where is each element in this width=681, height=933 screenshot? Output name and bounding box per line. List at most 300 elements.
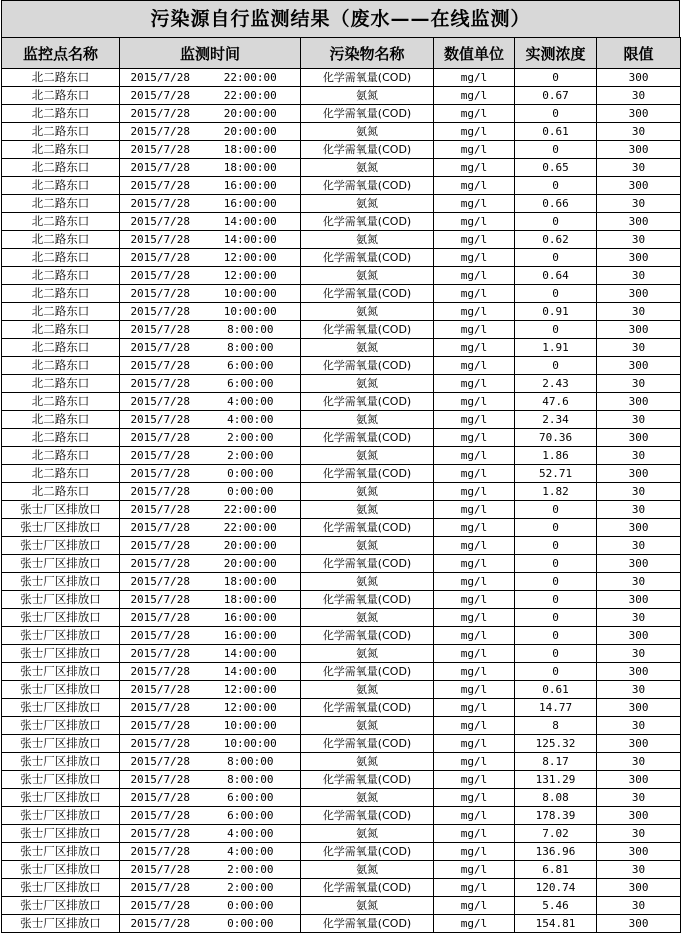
cell-concentration: 0.61	[515, 681, 597, 699]
cell-limit: 30	[597, 861, 681, 879]
cell-concentration: 1.86	[515, 447, 597, 465]
cell-unit: mg/l	[434, 573, 515, 591]
cell-pollutant: 氨氮	[301, 753, 434, 771]
cell-site: 北二路东口	[2, 447, 120, 465]
cell-unit: mg/l	[434, 699, 515, 717]
cell-pollutant: 化学需氧量(COD)	[301, 591, 434, 609]
table-row	[2, 429, 681, 447]
cell-time: 22:00:00	[201, 519, 301, 537]
cell-pollutant: 化学需氧量(COD)	[301, 771, 434, 789]
cell-date: 2015/7/28	[120, 807, 201, 825]
cell-time: 20:00:00	[201, 105, 301, 123]
cell-pollutant: 氨氮	[301, 267, 434, 285]
cell-date: 2015/7/28	[120, 627, 201, 645]
cell-limit: 30	[597, 195, 681, 213]
cell-time: 18:00:00	[201, 159, 301, 177]
cell-time: 4:00:00	[201, 393, 301, 411]
cell-site: 北二路东口	[2, 429, 120, 447]
cell-time: 4:00:00	[201, 843, 301, 861]
cell-unit: mg/l	[434, 555, 515, 573]
table-row	[2, 105, 681, 123]
cell-time: 0:00:00	[201, 483, 301, 501]
cell-site: 北二路东口	[2, 159, 120, 177]
cell-site: 张士厂区排放口	[2, 537, 120, 555]
cell-pollutant: 氨氮	[301, 339, 434, 357]
table-row	[2, 141, 681, 159]
cell-limit: 30	[597, 897, 681, 915]
cell-unit: mg/l	[434, 429, 515, 447]
cell-concentration: 0.64	[515, 267, 597, 285]
table-row	[2, 195, 681, 213]
cell-site: 北二路东口	[2, 267, 120, 285]
cell-date: 2015/7/28	[120, 321, 201, 339]
table-row	[2, 681, 681, 699]
cell-time: 2:00:00	[201, 861, 301, 879]
cell-limit: 30	[597, 681, 681, 699]
cell-limit: 300	[597, 357, 681, 375]
cell-concentration: 0.62	[515, 231, 597, 249]
cell-pollutant: 化学需氧量(COD)	[301, 69, 434, 87]
cell-time: 16:00:00	[201, 627, 301, 645]
cell-concentration: 131.29	[515, 771, 597, 789]
cell-date: 2015/7/28	[120, 429, 201, 447]
cell-site: 北二路东口	[2, 105, 120, 123]
cell-concentration: 0	[515, 357, 597, 375]
cell-limit: 30	[597, 87, 681, 105]
cell-date: 2015/7/28	[120, 915, 201, 933]
cell-concentration: 0	[515, 501, 597, 519]
cell-site: 张士厂区排放口	[2, 789, 120, 807]
cell-limit: 300	[597, 465, 681, 483]
cell-site: 北二路东口	[2, 177, 120, 195]
cell-time: 10:00:00	[201, 303, 301, 321]
cell-date: 2015/7/28	[120, 123, 201, 141]
cell-pollutant: 氨氮	[301, 483, 434, 501]
cell-pollutant: 氨氮	[301, 159, 434, 177]
table-row	[2, 501, 681, 519]
cell-concentration: 47.6	[515, 393, 597, 411]
cell-concentration: 2.34	[515, 411, 597, 429]
cell-unit: mg/l	[434, 123, 515, 141]
table-row	[2, 285, 681, 303]
cell-pollutant: 化学需氧量(COD)	[301, 177, 434, 195]
cell-limit: 30	[597, 411, 681, 429]
cell-time: 6:00:00	[201, 375, 301, 393]
cell-pollutant: 氨氮	[301, 573, 434, 591]
cell-concentration: 125.32	[515, 735, 597, 753]
cell-limit: 300	[597, 429, 681, 447]
monitoring-table	[1, 37, 681, 933]
cell-limit: 30	[597, 375, 681, 393]
table-row	[2, 825, 681, 843]
cell-concentration: 0	[515, 663, 597, 681]
cell-pollutant: 化学需氧量(COD)	[301, 699, 434, 717]
cell-limit: 300	[597, 735, 681, 753]
cell-concentration: 0	[515, 213, 597, 231]
cell-unit: mg/l	[434, 735, 515, 753]
cell-site: 张士厂区排放口	[2, 645, 120, 663]
cell-unit: mg/l	[434, 411, 515, 429]
table-row	[2, 249, 681, 267]
table-row	[2, 303, 681, 321]
cell-date: 2015/7/28	[120, 519, 201, 537]
cell-concentration: 1.91	[515, 339, 597, 357]
cell-site: 北二路东口	[2, 285, 120, 303]
cell-concentration: 0.66	[515, 195, 597, 213]
cell-date: 2015/7/28	[120, 213, 201, 231]
cell-pollutant: 氨氮	[301, 501, 434, 519]
cell-time: 12:00:00	[201, 249, 301, 267]
cell-site: 张士厂区排放口	[2, 699, 120, 717]
cell-time: 18:00:00	[201, 591, 301, 609]
cell-site: 张士厂区排放口	[2, 879, 120, 897]
cell-unit: mg/l	[434, 249, 515, 267]
table-row	[2, 267, 681, 285]
cell-concentration: 70.36	[515, 429, 597, 447]
cell-date: 2015/7/28	[120, 393, 201, 411]
cell-site: 张士厂区排放口	[2, 501, 120, 519]
cell-site: 张士厂区排放口	[2, 627, 120, 645]
cell-time: 8:00:00	[201, 339, 301, 357]
table-row	[2, 159, 681, 177]
cell-date: 2015/7/28	[120, 645, 201, 663]
cell-limit: 300	[597, 321, 681, 339]
cell-date: 2015/7/28	[120, 141, 201, 159]
cell-time: 0:00:00	[201, 465, 301, 483]
cell-date: 2015/7/28	[120, 249, 201, 267]
cell-date: 2015/7/28	[120, 501, 201, 519]
cell-unit: mg/l	[434, 609, 515, 627]
cell-time: 16:00:00	[201, 609, 301, 627]
cell-date: 2015/7/28	[120, 483, 201, 501]
cell-site: 张士厂区排放口	[2, 717, 120, 735]
cell-date: 2015/7/28	[120, 609, 201, 627]
table-row	[2, 231, 681, 249]
cell-pollutant: 化学需氧量(COD)	[301, 285, 434, 303]
cell-date: 2015/7/28	[120, 303, 201, 321]
cell-concentration: 0.65	[515, 159, 597, 177]
cell-unit: mg/l	[434, 303, 515, 321]
cell-limit: 300	[597, 105, 681, 123]
cell-time: 22:00:00	[201, 69, 301, 87]
table-row	[2, 321, 681, 339]
cell-concentration: 8	[515, 717, 597, 735]
cell-unit: mg/l	[434, 105, 515, 123]
cell-limit: 300	[597, 843, 681, 861]
cell-time: 20:00:00	[201, 555, 301, 573]
cell-site: 北二路东口	[2, 393, 120, 411]
cell-unit: mg/l	[434, 141, 515, 159]
table-row	[2, 717, 681, 735]
cell-date: 2015/7/28	[120, 843, 201, 861]
cell-site: 北二路东口	[2, 123, 120, 141]
cell-time: 6:00:00	[201, 789, 301, 807]
cell-concentration: 14.77	[515, 699, 597, 717]
cell-site: 北二路东口	[2, 213, 120, 231]
table-row	[2, 609, 681, 627]
cell-time: 10:00:00	[201, 735, 301, 753]
cell-date: 2015/7/28	[120, 537, 201, 555]
cell-date: 2015/7/28	[120, 447, 201, 465]
header-limit: 限值	[597, 38, 681, 69]
cell-concentration: 0	[515, 645, 597, 663]
table-row	[2, 789, 681, 807]
cell-time: 18:00:00	[201, 141, 301, 159]
cell-date: 2015/7/28	[120, 465, 201, 483]
cell-date: 2015/7/28	[120, 735, 201, 753]
cell-site: 张士厂区排放口	[2, 555, 120, 573]
header-unit: 数值单位	[434, 38, 515, 69]
cell-site: 张士厂区排放口	[2, 771, 120, 789]
cell-site: 张士厂区排放口	[2, 825, 120, 843]
cell-unit: mg/l	[434, 897, 515, 915]
table-row	[2, 465, 681, 483]
cell-pollutant: 氨氮	[301, 609, 434, 627]
cell-unit: mg/l	[434, 645, 515, 663]
cell-concentration: 6.81	[515, 861, 597, 879]
cell-time: 2:00:00	[201, 429, 301, 447]
cell-time: 8:00:00	[201, 753, 301, 771]
cell-date: 2015/7/28	[120, 573, 201, 591]
cell-concentration: 120.74	[515, 879, 597, 897]
cell-unit: mg/l	[434, 339, 515, 357]
cell-limit: 30	[597, 609, 681, 627]
cell-limit: 30	[597, 717, 681, 735]
cell-time: 4:00:00	[201, 411, 301, 429]
cell-limit: 300	[597, 519, 681, 537]
table-row	[2, 537, 681, 555]
cell-pollutant: 氨氮	[301, 897, 434, 915]
cell-limit: 300	[597, 663, 681, 681]
cell-concentration: 8.17	[515, 753, 597, 771]
cell-site: 北二路东口	[2, 339, 120, 357]
cell-pollutant: 氨氮	[301, 231, 434, 249]
cell-time: 22:00:00	[201, 87, 301, 105]
cell-time: 16:00:00	[201, 177, 301, 195]
cell-date: 2015/7/28	[120, 87, 201, 105]
cell-time: 14:00:00	[201, 645, 301, 663]
cell-site: 北二路东口	[2, 249, 120, 267]
cell-pollutant: 化学需氧量(COD)	[301, 843, 434, 861]
table-row	[2, 69, 681, 87]
cell-pollutant: 氨氮	[301, 861, 434, 879]
cell-date: 2015/7/28	[120, 879, 201, 897]
cell-site: 张士厂区排放口	[2, 663, 120, 681]
cell-date: 2015/7/28	[120, 411, 201, 429]
cell-site: 北二路东口	[2, 411, 120, 429]
cell-pollutant: 氨氮	[301, 717, 434, 735]
table-row	[2, 771, 681, 789]
cell-time: 14:00:00	[201, 231, 301, 249]
cell-limit: 300	[597, 285, 681, 303]
table-header-row	[2, 38, 681, 69]
cell-pollutant: 化学需氧量(COD)	[301, 357, 434, 375]
cell-date: 2015/7/28	[120, 375, 201, 393]
cell-concentration: 1.82	[515, 483, 597, 501]
cell-unit: mg/l	[434, 177, 515, 195]
cell-site: 张士厂区排放口	[2, 609, 120, 627]
cell-concentration: 0	[515, 519, 597, 537]
cell-limit: 30	[597, 267, 681, 285]
cell-date: 2015/7/28	[120, 825, 201, 843]
cell-site: 张士厂区排放口	[2, 519, 120, 537]
table-row	[2, 861, 681, 879]
cell-concentration: 0	[515, 69, 597, 87]
cell-limit: 300	[597, 249, 681, 267]
cell-site: 北二路东口	[2, 465, 120, 483]
cell-unit: mg/l	[434, 681, 515, 699]
cell-date: 2015/7/28	[120, 591, 201, 609]
cell-limit: 30	[597, 789, 681, 807]
cell-site: 张士厂区排放口	[2, 861, 120, 879]
cell-time: 20:00:00	[201, 123, 301, 141]
cell-time: 6:00:00	[201, 807, 301, 825]
cell-pollutant: 氨氮	[301, 411, 434, 429]
cell-date: 2015/7/28	[120, 717, 201, 735]
cell-unit: mg/l	[434, 159, 515, 177]
table-row	[2, 807, 681, 825]
cell-concentration: 0	[515, 177, 597, 195]
cell-pollutant: 氨氮	[301, 645, 434, 663]
cell-pollutant: 化学需氧量(COD)	[301, 141, 434, 159]
cell-site: 北二路东口	[2, 303, 120, 321]
cell-limit: 30	[597, 537, 681, 555]
cell-site: 北二路东口	[2, 357, 120, 375]
cell-concentration: 0	[515, 627, 597, 645]
table-row	[2, 447, 681, 465]
cell-concentration: 154.81	[515, 915, 597, 933]
table-row	[2, 357, 681, 375]
table-row	[2, 483, 681, 501]
cell-pollutant: 化学需氧量(COD)	[301, 429, 434, 447]
cell-unit: mg/l	[434, 231, 515, 249]
cell-limit: 300	[597, 915, 681, 933]
cell-pollutant: 化学需氧量(COD)	[301, 627, 434, 645]
cell-limit: 30	[597, 573, 681, 591]
cell-concentration: 2.43	[515, 375, 597, 393]
cell-time: 14:00:00	[201, 213, 301, 231]
cell-unit: mg/l	[434, 357, 515, 375]
cell-concentration: 0	[515, 591, 597, 609]
cell-pollutant: 化学需氧量(COD)	[301, 807, 434, 825]
cell-limit: 30	[597, 159, 681, 177]
cell-limit: 300	[597, 879, 681, 897]
cell-site: 北二路东口	[2, 321, 120, 339]
cell-unit: mg/l	[434, 69, 515, 87]
table-row	[2, 339, 681, 357]
cell-date: 2015/7/28	[120, 681, 201, 699]
cell-date: 2015/7/28	[120, 753, 201, 771]
cell-pollutant: 化学需氧量(COD)	[301, 393, 434, 411]
cell-unit: mg/l	[434, 393, 515, 411]
table-row	[2, 627, 681, 645]
table-row	[2, 87, 681, 105]
cell-site: 张士厂区排放口	[2, 807, 120, 825]
cell-site: 北二路东口	[2, 69, 120, 87]
cell-pollutant: 化学需氧量(COD)	[301, 105, 434, 123]
cell-unit: mg/l	[434, 213, 515, 231]
table-row	[2, 879, 681, 897]
cell-unit: mg/l	[434, 447, 515, 465]
cell-limit: 300	[597, 771, 681, 789]
cell-time: 2:00:00	[201, 879, 301, 897]
cell-time: 16:00:00	[201, 195, 301, 213]
cell-limit: 30	[597, 825, 681, 843]
cell-date: 2015/7/28	[120, 555, 201, 573]
cell-pollutant: 氨氮	[301, 537, 434, 555]
cell-unit: mg/l	[434, 915, 515, 933]
cell-pollutant: 化学需氧量(COD)	[301, 735, 434, 753]
cell-date: 2015/7/28	[120, 663, 201, 681]
cell-limit: 300	[597, 555, 681, 573]
cell-pollutant: 化学需氧量(COD)	[301, 663, 434, 681]
cell-limit: 30	[597, 645, 681, 663]
cell-pollutant: 化学需氧量(COD)	[301, 465, 434, 483]
cell-time: 6:00:00	[201, 357, 301, 375]
cell-unit: mg/l	[434, 879, 515, 897]
cell-concentration: 0	[515, 537, 597, 555]
table-row	[2, 843, 681, 861]
cell-time: 8:00:00	[201, 771, 301, 789]
cell-unit: mg/l	[434, 771, 515, 789]
cell-concentration: 0	[515, 321, 597, 339]
cell-time: 2:00:00	[201, 447, 301, 465]
cell-unit: mg/l	[434, 465, 515, 483]
cell-unit: mg/l	[434, 285, 515, 303]
cell-time: 12:00:00	[201, 681, 301, 699]
table-row	[2, 411, 681, 429]
cell-time: 14:00:00	[201, 663, 301, 681]
cell-date: 2015/7/28	[120, 285, 201, 303]
cell-concentration: 0	[515, 555, 597, 573]
cell-time: 4:00:00	[201, 825, 301, 843]
cell-unit: mg/l	[434, 375, 515, 393]
monitoring-sheet	[1, 0, 680, 933]
cell-pollutant: 氨氮	[301, 375, 434, 393]
cell-concentration: 0	[515, 141, 597, 159]
cell-date: 2015/7/28	[120, 861, 201, 879]
table-row	[2, 573, 681, 591]
table-row	[2, 663, 681, 681]
cell-unit: mg/l	[434, 483, 515, 501]
cell-time: 10:00:00	[201, 285, 301, 303]
table-row	[2, 519, 681, 537]
table-row	[2, 375, 681, 393]
cell-concentration: 0.61	[515, 123, 597, 141]
cell-pollutant: 氨氮	[301, 303, 434, 321]
cell-date: 2015/7/28	[120, 195, 201, 213]
cell-concentration: 0	[515, 249, 597, 267]
header-time: 监测时间	[120, 38, 301, 69]
table-row	[2, 699, 681, 717]
cell-concentration: 52.71	[515, 465, 597, 483]
cell-time: 18:00:00	[201, 573, 301, 591]
table-row	[2, 645, 681, 663]
cell-site: 张士厂区排放口	[2, 573, 120, 591]
table-row	[2, 735, 681, 753]
cell-date: 2015/7/28	[120, 771, 201, 789]
cell-pollutant: 化学需氧量(COD)	[301, 555, 434, 573]
cell-date: 2015/7/28	[120, 267, 201, 285]
cell-concentration: 8.08	[515, 789, 597, 807]
cell-unit: mg/l	[434, 861, 515, 879]
cell-unit: mg/l	[434, 717, 515, 735]
cell-concentration: 136.96	[515, 843, 597, 861]
cell-concentration: 0.67	[515, 87, 597, 105]
cell-limit: 30	[597, 123, 681, 141]
cell-unit: mg/l	[434, 663, 515, 681]
table-row	[2, 591, 681, 609]
